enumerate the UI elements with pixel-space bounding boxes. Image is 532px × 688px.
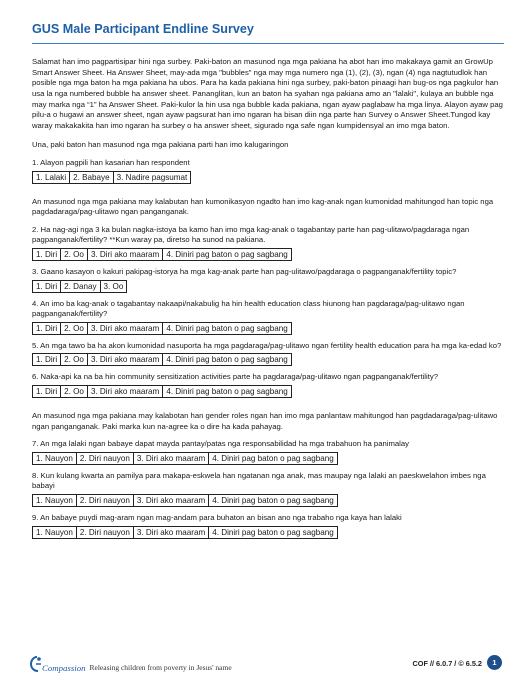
option-q2-1[interactable]: 1. Diri xyxy=(33,249,61,260)
option-q7-4[interactable]: 4. Diniri pag baton o pag sagbang xyxy=(212,453,334,463)
question-9: 9. An babaye puydi mag-aram ngan mag-andam para buhaton an bisan ano nga trabaho nga kaya han lalaki xyxy=(32,512,402,522)
page-title: GUS Male Participant Endline Survey xyxy=(32,22,254,36)
option-q4-4[interactable]: 4. Diniri pag baton o pag sagbang xyxy=(166,323,288,333)
option-q8-3[interactable]: 3. Diri ako maaram xyxy=(134,495,209,506)
option-q9-2[interactable]: 2. Diri nauyon xyxy=(77,527,134,538)
option-q7-2[interactable]: 2. Diri nauyon xyxy=(77,453,134,464)
option-q9-3[interactable]: 3. Diri ako maaram xyxy=(134,527,209,538)
option-q7-1[interactable]: 1. Nauyon xyxy=(33,453,77,464)
option-q2-2[interactable]: 2. Oo xyxy=(61,249,88,260)
option-q5-2[interactable]: 2. Oo xyxy=(61,354,88,365)
survey-page xyxy=(32,22,504,545)
option-q6-1[interactable]: 1. Diri xyxy=(33,386,61,397)
option-q1-1[interactable]: 1. Lalaki xyxy=(33,172,70,183)
option-q5-1[interactable]: 1. Diri xyxy=(33,354,61,365)
option-q2-3[interactable]: 3. Diri ako maaram xyxy=(88,249,163,260)
footer-tagline: Releasing children from poverty in Jesus' name xyxy=(89,663,232,672)
answer-options-q5 xyxy=(32,353,292,366)
answer-options-q6 xyxy=(32,385,292,398)
option-q5-3[interactable]: 3. Diri ako maaram xyxy=(88,354,163,365)
option-q3-3[interactable]: 3. Oo xyxy=(103,281,124,291)
option-q9-4[interactable]: 4. Diniri pag baton o pag sagbang xyxy=(212,527,334,537)
answer-options-q4 xyxy=(32,322,292,335)
intro-paragraph: Salamat han imo pagpartisipar hini nga surbey. Paki-baton an masunod nga mga pakiana ha abot han imo makakaya gamit an GrowUp Smart Answer Sheet. Ha Answer Sheet, may-ada mga "bubbles" nga may mga numero nga (1), (2), (3), ngan (4) nga nagtutudlok han posible nga mga baton ha mga pakiana ha ubos. Para ha kada pakiana hini nga surbey, paki-baton pinaagi han bug-os nga pagkulor han usa la nga numbered bubble ha answer sheet. Pananglitan, kun an baton ha syahan nga pakiana amo an "lalaki", kulaya an bubble nga may marka nga “1” ha Answer Sheet. Paki-kulor la hin usa nga bubble kada pakiana, ngan ayaw paglabaw ha mga linya. Alayon ayaw pag pilu-a o hugawi an answer sheet, ngan ayaw pagsurat han imo ngaran ha bisan diin nga parte han Survey o Answer Sheet.Tungod kay waray makakakita han imo ngaran ha surbey o ha answer sheet, sigurado nga safe ngan kumpidensyal an imo mga baton. xyxy=(32,57,503,130)
question-4: 4. An imo ba kag-anak o tagabantay nakaapi/nakabulig ha hin health education class hiunong han pagdaraga/pag-ulitawo ngan pagpanganak/fertility? xyxy=(32,298,465,319)
question-6: 6. Naka-api ka na ba hin community sensitization activities parte ha pagdaraga/pag-ulitawo ngan pagpanganak/fertility? xyxy=(32,372,438,382)
question-3: 3. Gaano kasayon o kakuri pakipag-istorya ha mga kag-anak parte han pag-ulitawo/pagdaraga o pagpanganak/fertility topic? xyxy=(32,267,457,277)
lead-in-text: Una, paki baton han masunod nga mga pakiana parti han imo kalugaringon xyxy=(32,140,289,150)
answer-options-q8 xyxy=(32,494,338,507)
option-q6-3[interactable]: 3. Diri ako maaram xyxy=(88,386,163,397)
section-1-intro: An masunod nga mga pakiana may kalabutan han kumonikasyon ngadto han imo kag-anak ngan kumonidad mahitungod han topic nga pagdadaraga/pag-ulitawo ngan panganganak. xyxy=(32,196,494,217)
option-q8-2[interactable]: 2. Diri nauyon xyxy=(77,495,134,506)
option-q5-4[interactable]: 4. Diniri pag baton o pag sagbang xyxy=(166,355,288,365)
option-q9-1[interactable]: 1. Nauyon xyxy=(33,527,77,538)
title-divider xyxy=(32,43,504,44)
section-2-intro: An masunod nga mga pakiana may kalabotan han gender roles ngan han imo mga panlantaw mahitungod han pagdadaraga/pag-ulitawo ngan panganganak. Paki marka kun na-agree ka o dire ha kada pahayag. xyxy=(32,410,498,431)
question-2: 2. Ha nag-agi nga 3 ka bulan nagka-istoya ba kamo han imo mga kag-anak o tagabantay parte han pag-ulitawo/pagdaraga ngan pagpanganak/fertility? **Kun waray pa, diretso ha sunod na pakiana. xyxy=(32,224,470,245)
question-1: 1. Alayon pagpili han kasarian han respondent xyxy=(32,158,190,168)
option-q8-1[interactable]: 1. Nauyon xyxy=(33,495,77,506)
answer-options-q3 xyxy=(32,280,127,293)
option-q7-3[interactable]: 3. Diri ako maaram xyxy=(134,453,209,464)
option-q1-3[interactable]: 3. Nadire pagsumat xyxy=(116,172,188,182)
question-7: 7. An mga lalaki ngan babaye dapat mayda pantay/patas nga responsabilidad ha mga trabahuon ha panimalay xyxy=(32,439,409,449)
option-q4-3[interactable]: 3. Diri ako maaram xyxy=(88,323,163,334)
option-q2-4[interactable]: 4. Diniri pag baton o pag sagbang xyxy=(166,250,288,260)
answer-options-q7 xyxy=(32,452,338,465)
option-q8-4[interactable]: 4. Diniri pag baton o pag sagbang xyxy=(212,495,334,505)
question-5: 5. An mga tawo ba ha akon kumonidad nasuporta ha mga pagdaraga/pag-ulitawo ngan fertility health education para ha mga ka-edad ko? xyxy=(32,340,502,350)
answer-options-q2 xyxy=(32,248,292,261)
option-q4-2[interactable]: 2. Oo xyxy=(61,323,88,334)
question-8: 8. Kun kulang kwarta an pamilya para makapa-eskwela han ngatanan nga anak, mas maupay nga lalaki an paeskwelahon imbes nga babayi xyxy=(32,470,486,491)
compassion-logo xyxy=(30,655,232,673)
option-q3-1[interactable]: 1. Diri xyxy=(33,281,61,292)
answer-options-q9 xyxy=(32,526,338,539)
page-footer xyxy=(30,653,506,675)
document-reference: COF // 6.0.7 / © 6.5.2 xyxy=(412,659,482,668)
logo-wordmark: Compassion xyxy=(42,663,86,673)
answer-options-q1 xyxy=(32,171,191,184)
option-q6-4[interactable]: 4. Diniri pag baton o pag sagbang xyxy=(166,386,288,396)
option-q6-2[interactable]: 2. Oo xyxy=(61,386,88,397)
option-q1-2[interactable]: 2. Babaye xyxy=(70,172,113,183)
page-number-badge: 1 xyxy=(487,655,502,670)
option-q3-2[interactable]: 2. Danay xyxy=(61,281,100,292)
option-q4-1[interactable]: 1. Diri xyxy=(33,323,61,334)
